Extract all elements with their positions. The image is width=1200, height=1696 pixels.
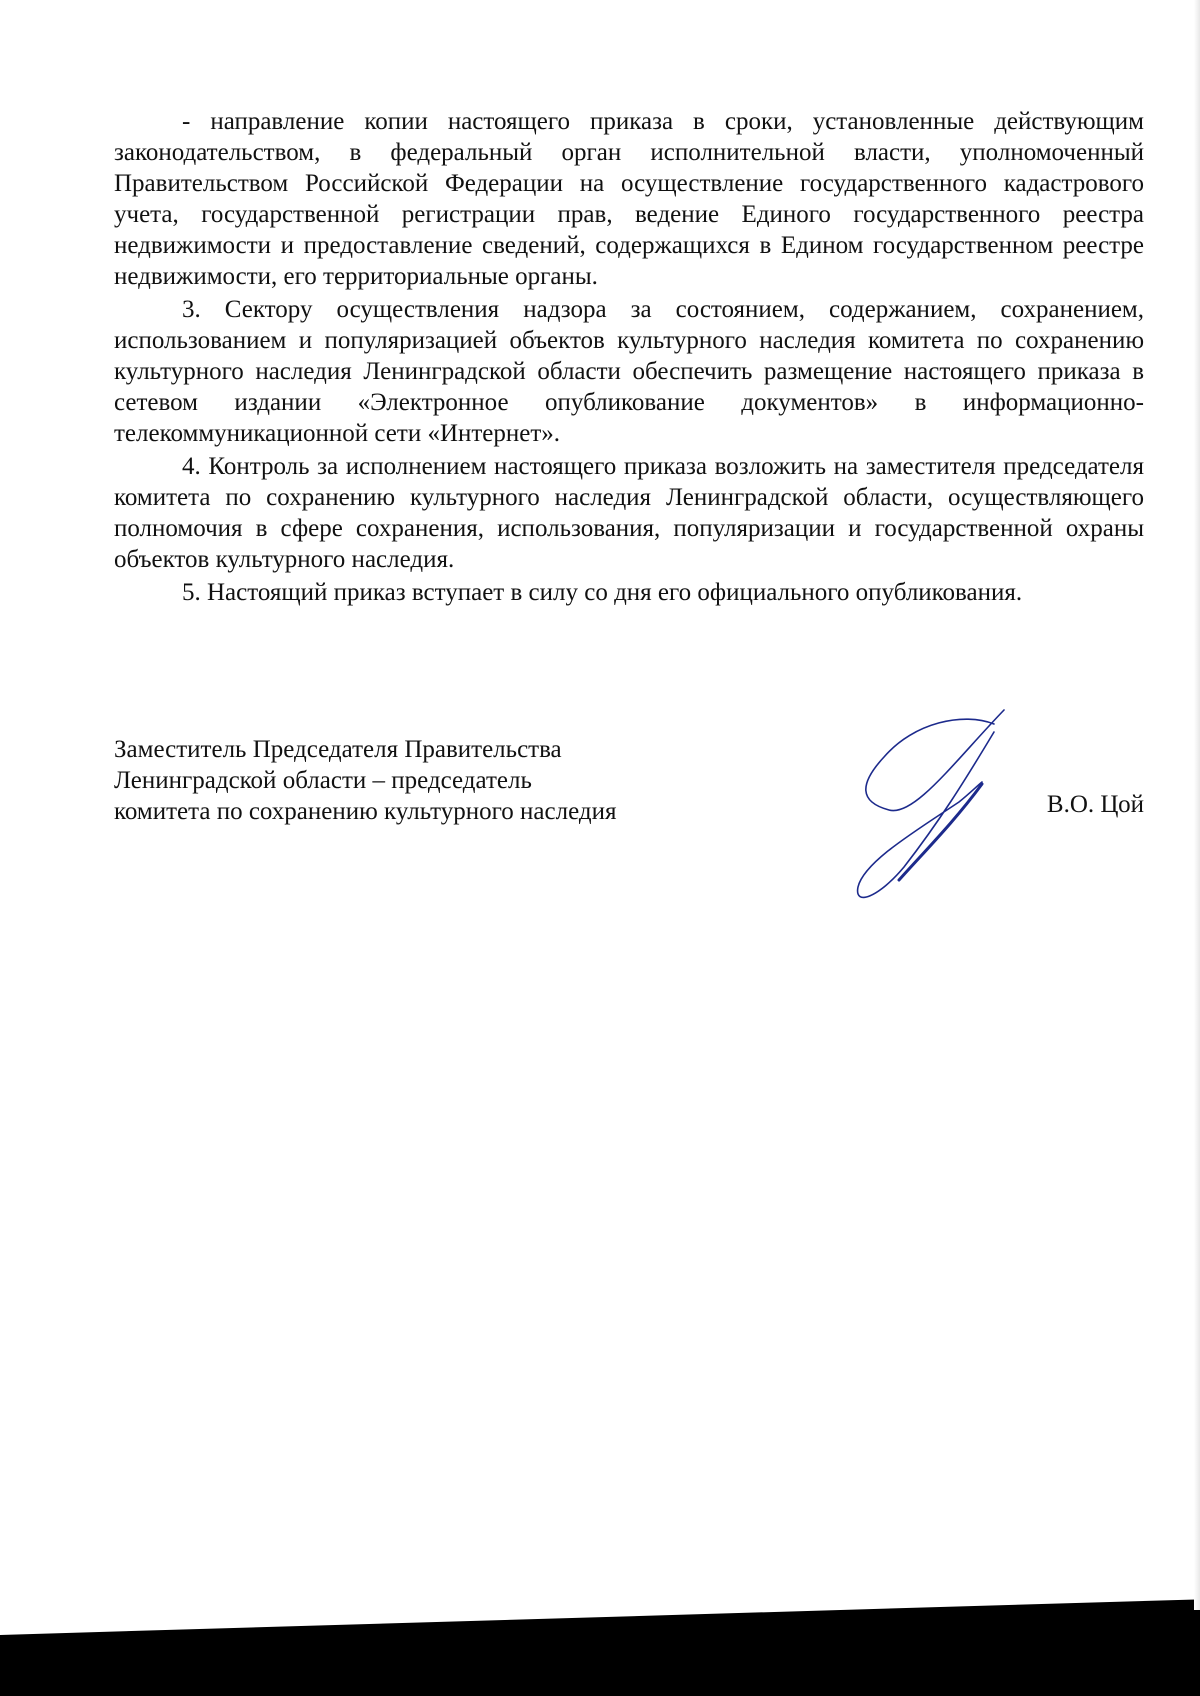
paragraph-list-item: - направление копии настоящего приказа в сроки, установленные действующим законодательством, в федеральный орган исполнительной власти, уполномоченный Правительством Российской Федерации на осуществление государственного кадастрового учета, государственной регистрации прав, ведение Единого государственного реестра недвижимости и предоставление сведений, содержащихся в Едином государственном реестре недвижимости, его территориальные органы. (114, 108, 1144, 290)
document-body (114, 106, 1144, 610)
paragraph-3: 3. Сектору осуществления надзора за состоянием, содержанием, сохранением, использованием и популяризацией объектов культурного наследия комитета по сохранению культурного наследия Ленинградской области обеспечить размещение настоящего приказа в сетевом издании «Электронное опубликование документов» в информационно-телекоммуникационной сети «Интернет». (114, 296, 1144, 447)
signatory-position (114, 734, 734, 827)
paragraph-5: 5. Настоящий приказ вступает в силу со дня его официального опубликования. (182, 579, 1023, 606)
position-line-2: Ленинградской области – председатель (114, 767, 532, 794)
signatory-name: В.О. Цой (1046, 791, 1144, 818)
paragraph-4: 4. Контроль за исполнением настоящего приказа возложить на заместителя председателя комитета по сохранению культурного наследия Ленинградской области, осуществляющего полномочия в сфере сохранения, использования, популяризации и государственной охраны объектов культурного наследия. (114, 453, 1144, 573)
position-line-3: комитета по сохранению культурного наследия (114, 798, 617, 825)
signature-block (114, 734, 1144, 934)
position-line-1: Заместитель Председателя Правительства (114, 736, 562, 763)
page-edge-shadow (1194, 0, 1200, 1610)
handwritten-signature (844, 702, 1034, 912)
